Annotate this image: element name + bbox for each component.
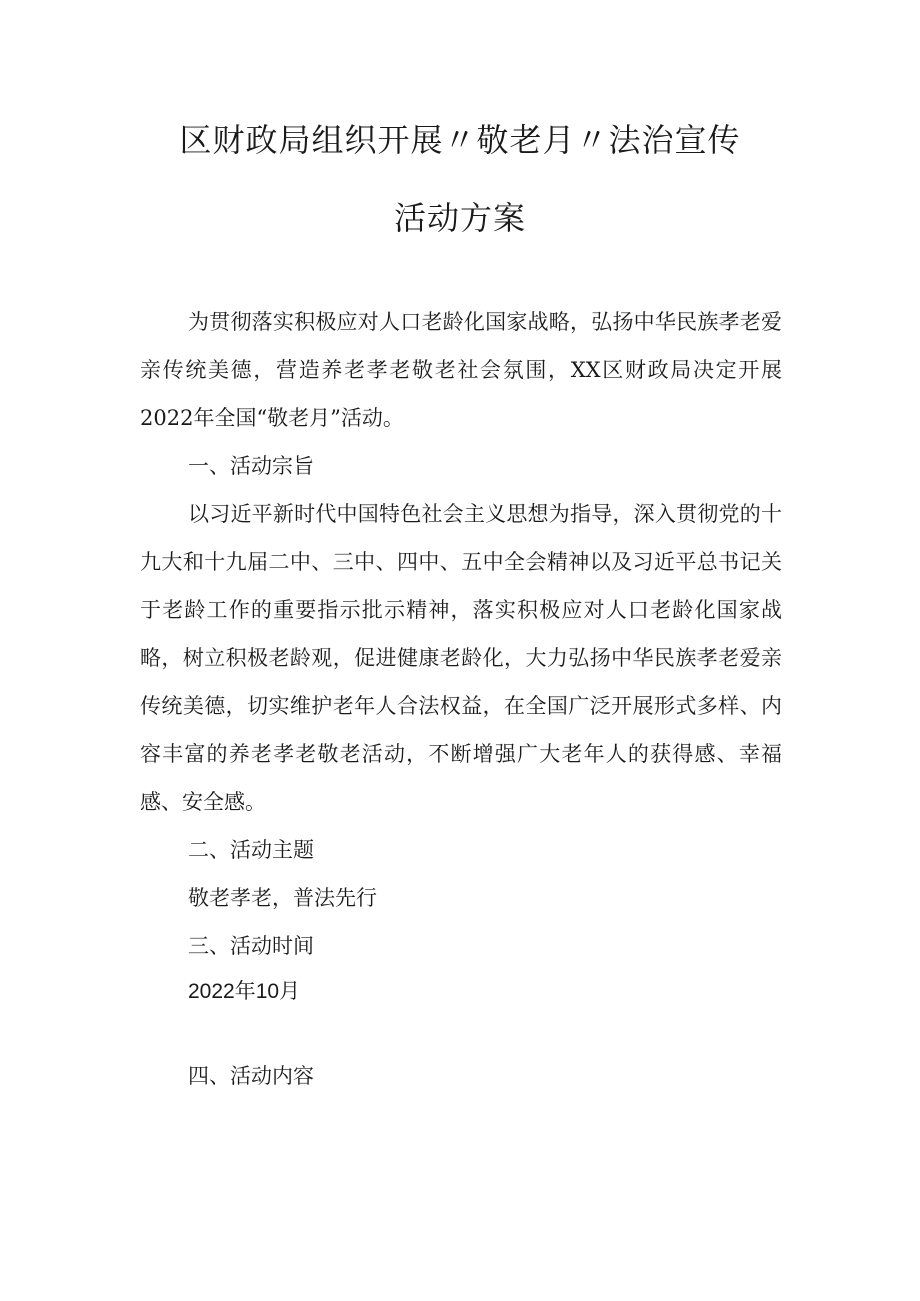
section-content-time: 2022年10月 xyxy=(188,980,301,1003)
section-heading-theme: 二、活动主题 xyxy=(188,838,314,862)
section-content-purpose: 以习近平新时代中国特色社会主义思想为指导，深入贯彻党的十九大和十九届二中、三中、四中、五中全会精神以及习近平总书记关于老龄工作的重要指示批示精神，落实积极应对人口老龄化国家战略，树立积极老龄观，促进健康老龄化，大力弘扬中华民族孝老爱亲传统美德，切实维护老年人合法权益，在全国广泛开展形式多样、内容丰富的养老孝老敬老活动，不断增强广大老年人的获得感、幸福感、安全感。 xyxy=(140,502,782,814)
section-heading-time: 三、活动时间 xyxy=(188,934,314,958)
section-heading-purpose: 一、活动宗旨 xyxy=(188,454,314,478)
section-content-theme: 敬老孝老，普法先行 xyxy=(188,886,377,910)
document-title-line-1: 区财政局组织开展〃敬老月〃法治宣传 xyxy=(179,121,741,159)
section-heading-content: 四、活动内容 xyxy=(188,1064,314,1088)
document-title-line-2: 活动方案 xyxy=(393,199,526,237)
intro-paragraph: 为贯彻落实积极应对人口老龄化国家战略，弘扬中华民族孝老爱亲传统美德，营造养老孝老敬老社会氛围，XX区财政局决定开展2022年全国“敬老月”活动。 xyxy=(140,310,782,430)
